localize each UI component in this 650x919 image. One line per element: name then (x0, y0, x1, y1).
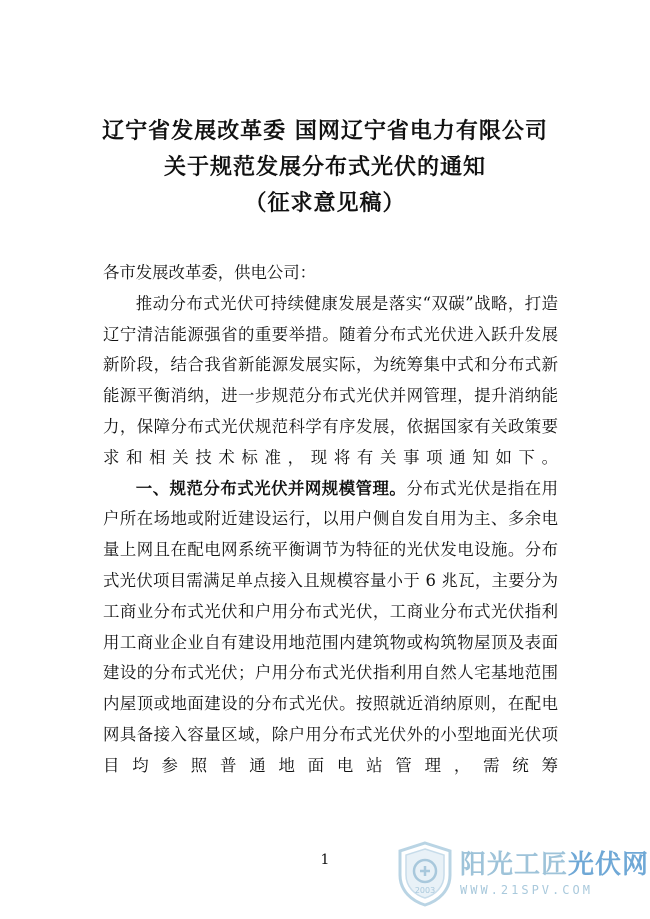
section-1-line: 式光伏指利用工商业企业自有建设用地范围内建筑物或构 (103, 601, 559, 652)
section-1-line: 筑物屋顶及表面建设的分布式光伏；户用分布式光伏指利用 (103, 632, 558, 683)
salutation: 各市发展改革委，供电公司： (103, 263, 317, 282)
intro-line: 有关政策要求和相关技术标准，现将有关事项通知如下。 (103, 416, 559, 467)
section-1-line: 施。分布式光伏项目需满足单点接入且规模容量小于 6 兆瓦， (103, 540, 558, 590)
document-body (103, 258, 558, 782)
intro-paragraph (103, 289, 558, 474)
watermark-text (460, 852, 649, 896)
title-line-3: （征求意见稿） (244, 191, 406, 216)
brand-part-1: 阳光工匠 (460, 850, 569, 880)
section-1-heading: 一、规范分布式光伏并网规模管理。 (135, 478, 407, 498)
intro-line: 推动分布式光伏可持续健康发展是落实“双碳”战略，打 (135, 293, 542, 313)
intro-line: 升消纳能力，保障分布式光伏规范科学有序发展，依据国家 (103, 386, 558, 436)
page-number: 1 (320, 852, 330, 868)
section-1-paragraph (103, 474, 558, 782)
section-1-line: 自然人宅基地范围内屋顶或地面建设的分布式光伏。按照就 (103, 663, 559, 714)
intro-line: 布式新能源平衡消纳，进一步规范分布式光伏并网管理，提 (103, 355, 559, 406)
shield-logo-icon (396, 841, 454, 907)
section-1-line: 伏外的小型地面光伏项目均参照普通地面电站管理，需统筹 (103, 724, 559, 775)
site-watermark (396, 838, 650, 910)
section-1-line: 余电量上网且在配电网系统平衡调节为特征的光伏发电设 (103, 509, 559, 560)
title-line-2: 关于规范发展分布式光伏的通知 (163, 155, 486, 180)
section-1-line: 主要分为工商业分布式光伏和户用分布式光伏，工商业分布 (103, 570, 558, 621)
section-1-line: 用户所在场地或附近建设运行，以用户侧自发自用为主、多 (103, 478, 559, 529)
badge-year: 2003 (414, 886, 436, 895)
title-line-1: 辽宁省发展改革委 国网辽宁省电力有限公司 (102, 119, 548, 144)
brand-part-2: 光伏网 (568, 850, 650, 880)
intro-line: 造辽宁清洁能源强省的重要举措。随着分布式光伏进入跃升 (103, 293, 558, 344)
watermark-brand (460, 852, 649, 878)
document-title (0, 114, 650, 222)
section-1-line: 近消纳原则，在配电网具备接入容量区域，除户用分布式光 (103, 694, 559, 744)
watermark-url: WWW.21SPV.COM (460, 883, 593, 897)
section-1-line: 分布式光伏是指在 (406, 478, 542, 498)
intro-line: 发展新阶段，结合我省新能源发展实际，为统筹集中式和分 (103, 324, 559, 375)
